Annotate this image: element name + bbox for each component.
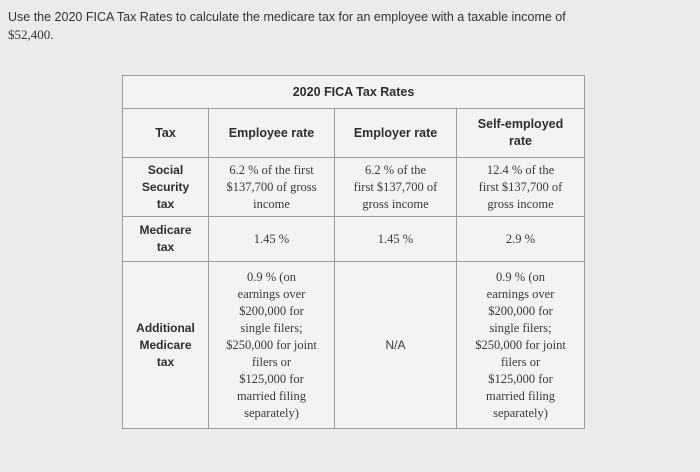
cell-employer-additional-medicare: N/A [335, 262, 457, 429]
fica-tax-rates-table [122, 75, 585, 429]
header-employee-rate: Employee rate [209, 109, 335, 158]
cell-employer-social-security: 6.2 % of the first $137,700 of gross income [335, 158, 457, 217]
cell-self-employed-additional-medicare: 0.9 % (on earnings over $200,000 for single filers; $250,000 for joint filers or $125,000 for married filing separately) [457, 262, 585, 429]
table-row [123, 262, 585, 429]
cell-employee-social-security: 6.2 % of the first $137,700 of gross income [209, 158, 335, 217]
cell-self-employed-medicare: 2.9 % [457, 217, 585, 262]
row-label-additional-medicare: Additional Medicare tax [123, 262, 209, 429]
table-row [123, 217, 585, 262]
cell-self-employed-social-security: 12.4 % of the first $137,700 of gross income [457, 158, 585, 217]
table-title: 2020 FICA Tax Rates [123, 76, 585, 109]
cell-employer-medicare: 1.45 % [335, 217, 457, 262]
table-row [123, 158, 585, 217]
row-label-social-security: Social Security tax [123, 158, 209, 217]
question-amount: $52,400. [8, 27, 54, 42]
cell-employee-medicare: 1.45 % [209, 217, 335, 262]
header-self-employed-rate: Self-employed rate [457, 109, 585, 158]
question-text [8, 8, 668, 44]
cell-employee-additional-medicare: 0.9 % (on earnings over $200,000 for single filers; $250,000 for joint filers or $125,000 for married filing separately) [209, 262, 335, 429]
question-prompt: Use the 2020 FICA Tax Rates to calculate the medicare tax for an employee with a taxable income of [8, 10, 566, 24]
fica-table-container [122, 75, 584, 429]
header-employer-rate: Employer rate [335, 109, 457, 158]
row-label-medicare: Medicare tax [123, 217, 209, 262]
header-tax: Tax [123, 109, 209, 158]
